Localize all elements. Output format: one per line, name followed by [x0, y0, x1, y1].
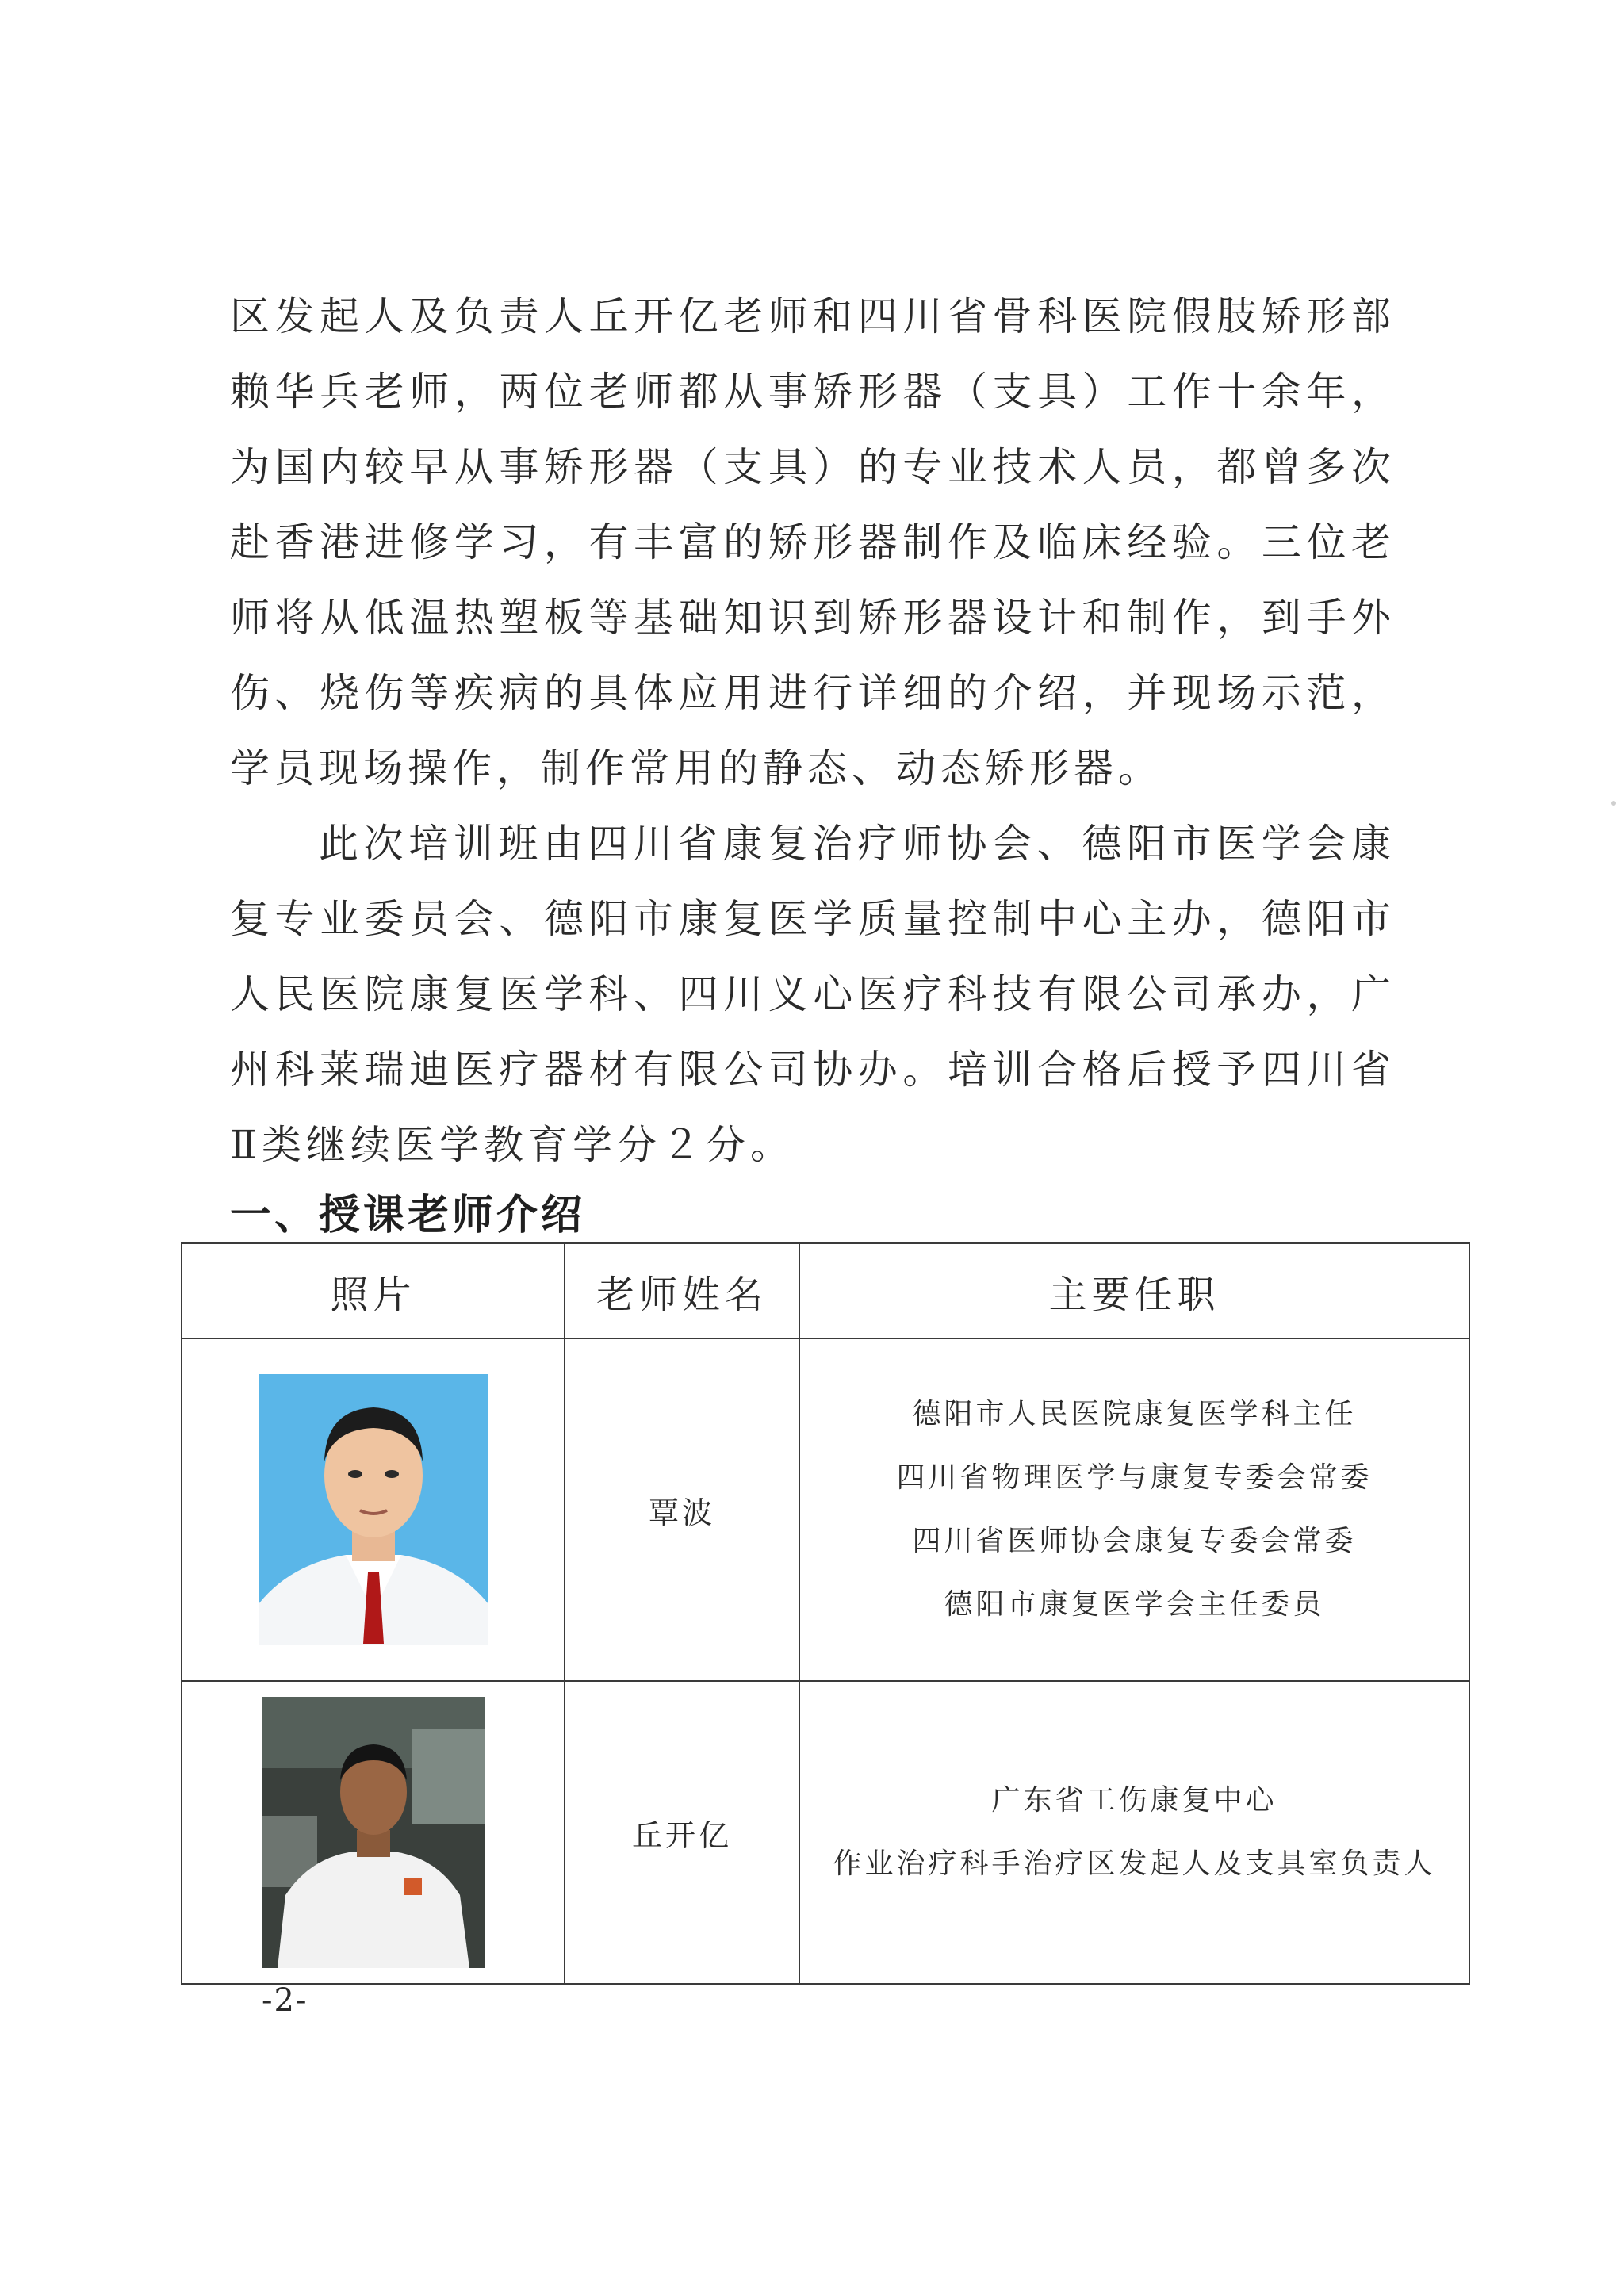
role-line: 作业治疗科手治疗区发起人及支具室负责人	[833, 1847, 1436, 1880]
teacher-name-2: 丘开亿	[565, 1681, 799, 1984]
page-number: -2-	[262, 1982, 308, 2019]
header-role: 主要任职	[799, 1243, 1469, 1338]
role-line: 广东省工伤康复中心	[991, 1784, 1277, 1817]
header-photo: 照片	[182, 1243, 565, 1338]
header-name: 老师姓名	[565, 1243, 799, 1338]
scan-speck	[1611, 801, 1616, 806]
paragraph-2: 此次培训班由四川省康复治疗师协会、德阳市医学会康复专业委员会、德阳市康复医学质量控制中心主办，德阳市人民医院康复医学科、四川义心医疗科技有限公司承办，广州科莱瑞迪医疗器材有限公司协办。培训合格后授予四川省Ⅱ类继续医学教育学分２分。	[230, 821, 1396, 1168]
body-text	[230, 279, 1396, 1183]
photo-cell	[182, 1681, 565, 1984]
paragraph-1: 区发起人及负责人丘开亿老师和四川省骨科医院假肢矫形部赖华兵老师，两位老师都从事矫形器（支具）工作十余年，为国内较早从事矫形器（支具）的专业技术人员，都曾多次赴香港进修学习，有丰富的矫形器制作及临床经验。三位老师将从低温热塑板等基础知识到矫形器设计和制作，到手外伤、烧伤等疾病的具体应用进行详细的介绍，并现场示范，学员现场操作，制作常用的静态、动态矫形器。	[230, 293, 1396, 791]
teacher-photo-1	[259, 1374, 488, 1645]
teacher-roles-1	[799, 1338, 1469, 1681]
role-line: 德阳市人民医院康复医学科主任	[912, 1398, 1357, 1430]
role-line: 德阳市康复医学会主任委员	[944, 1588, 1325, 1621]
table-row	[182, 1338, 1469, 1681]
teacher-roles-2	[799, 1681, 1469, 1984]
photo-cell	[182, 1338, 565, 1681]
role-line: 四川省医师协会康复专委会常委	[912, 1525, 1357, 1557]
section-heading: 一、授课老师介绍	[230, 1192, 586, 1239]
teacher-table	[181, 1242, 1470, 1985]
table-header-row	[182, 1243, 1469, 1338]
table-row	[182, 1681, 1469, 1984]
role-line: 四川省物理医学与康复专委会常委	[896, 1461, 1373, 1494]
teacher-photo-2	[262, 1697, 485, 1968]
teacher-name-1: 覃波	[565, 1338, 799, 1681]
